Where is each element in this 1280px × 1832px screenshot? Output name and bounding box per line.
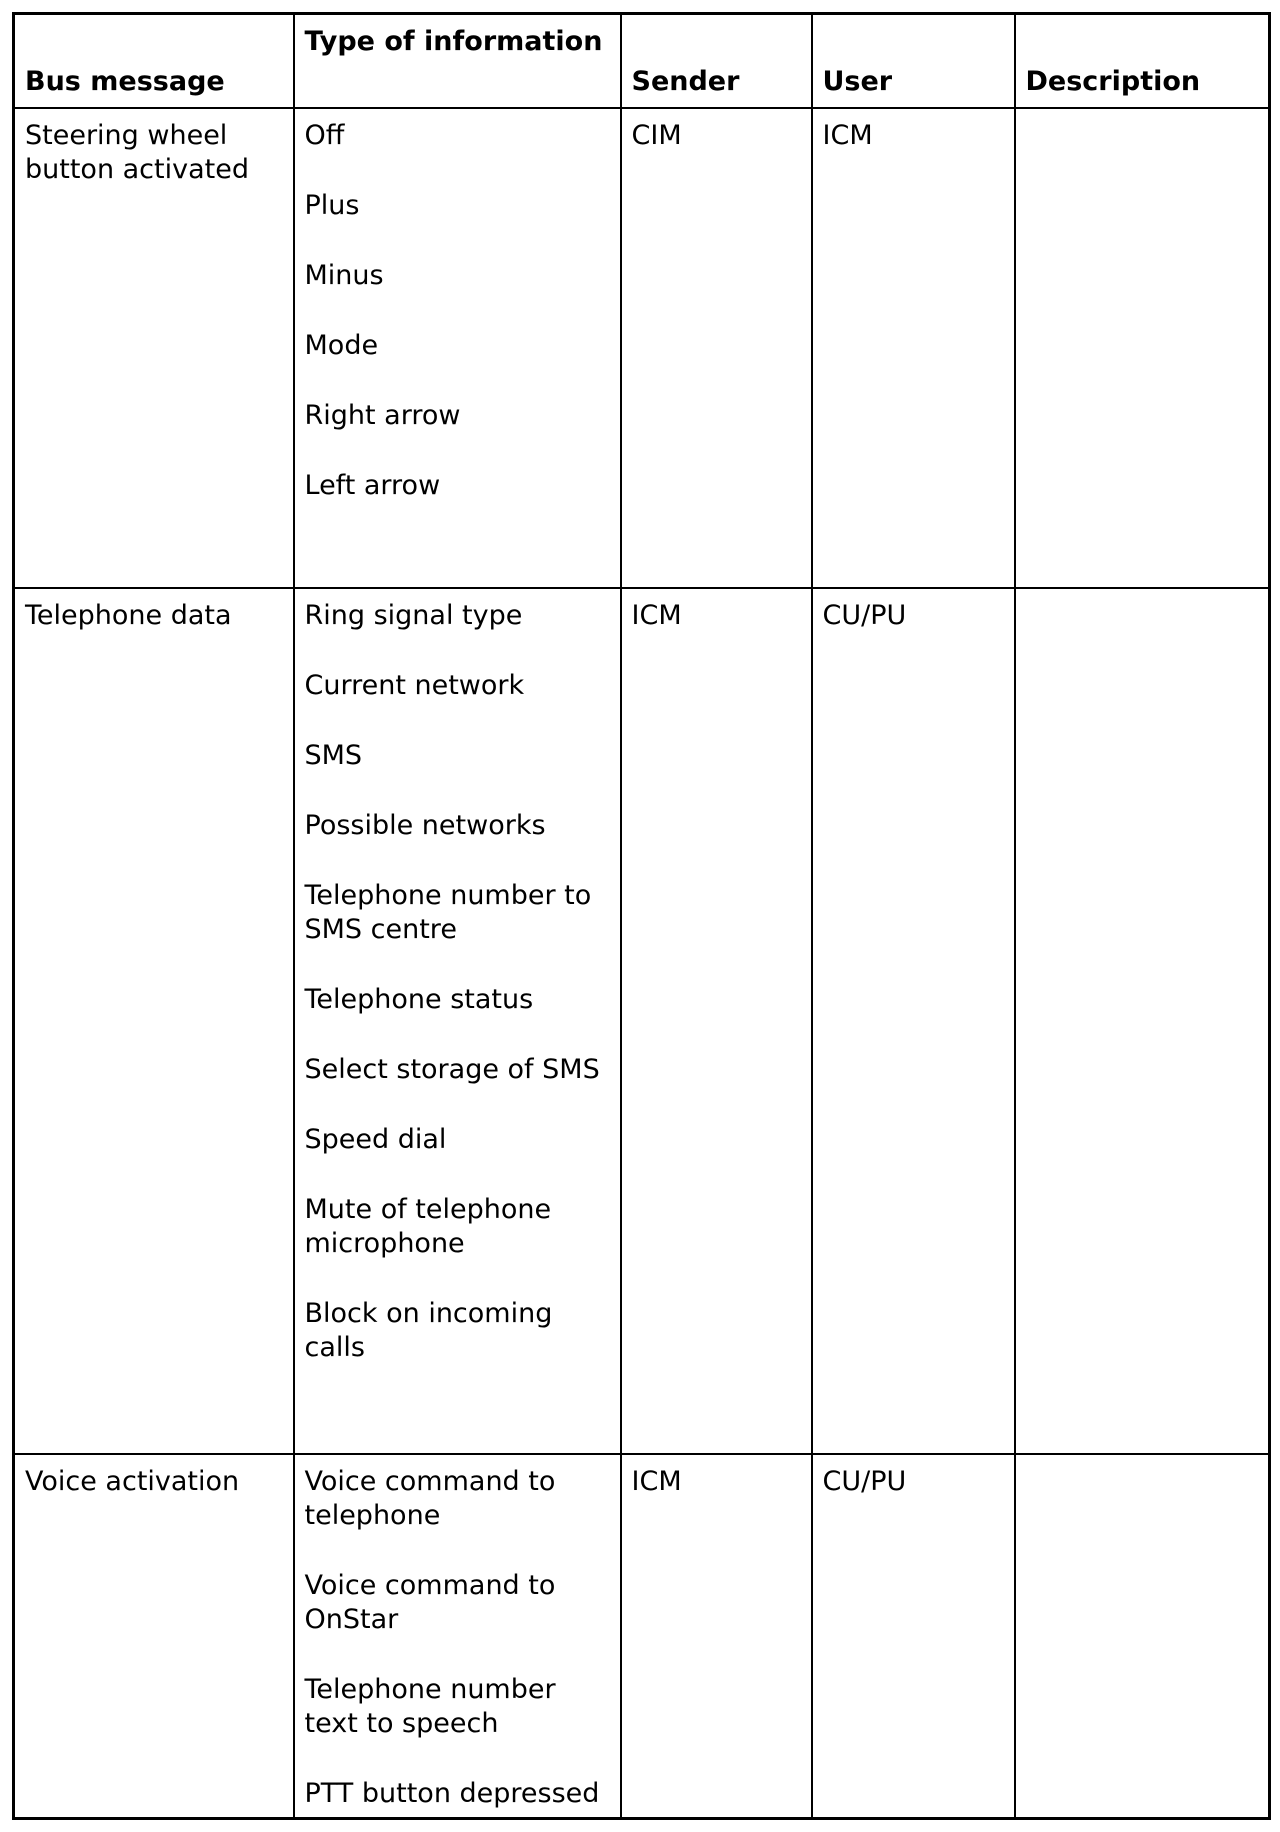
cell-type-of-information (294, 588, 621, 1454)
header-type-of-information: Type of information (294, 14, 621, 108)
cell-sender: ICM (621, 588, 812, 1454)
cell-type-of-information (294, 108, 621, 588)
info-item: Voice command to OnStar (304, 1569, 556, 1635)
info-item: Mute of telephone microphone (304, 1193, 552, 1259)
cell-user: CU/PU (812, 588, 1015, 1454)
cell-description (1015, 588, 1270, 1454)
cell-description (1015, 108, 1270, 588)
table-row (14, 1454, 1270, 1819)
info-item: Select storage of SMS (304, 1053, 600, 1085)
table-row (14, 588, 1270, 1454)
header-sender: Sender (621, 14, 812, 108)
bus-message-table (12, 12, 1271, 1820)
header-description: Description (1015, 14, 1270, 108)
cell-user: ICM (812, 108, 1015, 588)
info-item: Current network (304, 669, 525, 701)
cell-user: CU/PU (812, 1454, 1015, 1819)
info-item: Telephone status (304, 983, 534, 1015)
cell-bus-message: Telephone data (14, 588, 294, 1454)
info-item: Speed dial (304, 1123, 447, 1155)
info-item: Ring signal type (304, 599, 523, 631)
info-item: SMS (304, 739, 363, 771)
info-item: Block on incoming calls (304, 1297, 553, 1363)
cell-bus-message: Steering wheel button activated (14, 108, 294, 588)
table-header-row (14, 14, 1270, 108)
info-item: Minus (304, 259, 384, 291)
info-item: Right arrow (304, 399, 461, 431)
info-item: Possible networks (304, 809, 546, 841)
info-item: Off (304, 119, 345, 151)
cell-sender: ICM (621, 1454, 812, 1819)
header-user: User (812, 14, 1015, 108)
cell-type-of-information (294, 1454, 621, 1819)
info-item: Telephone number to SMS centre (304, 879, 592, 945)
info-item: PTT button depressed (304, 1777, 600, 1809)
header-bus-message: Bus message (14, 14, 294, 108)
info-item: Left arrow (304, 469, 441, 501)
cell-bus-message: Voice activation (14, 1454, 294, 1819)
info-item: Telephone number text to speech (304, 1673, 556, 1739)
info-item: Mode (304, 329, 379, 361)
table-row (14, 108, 1270, 588)
cell-sender: CIM (621, 108, 812, 588)
info-item: Voice command to telephone (304, 1465, 556, 1531)
info-item: Plus (304, 189, 360, 221)
cell-description (1015, 1454, 1270, 1819)
